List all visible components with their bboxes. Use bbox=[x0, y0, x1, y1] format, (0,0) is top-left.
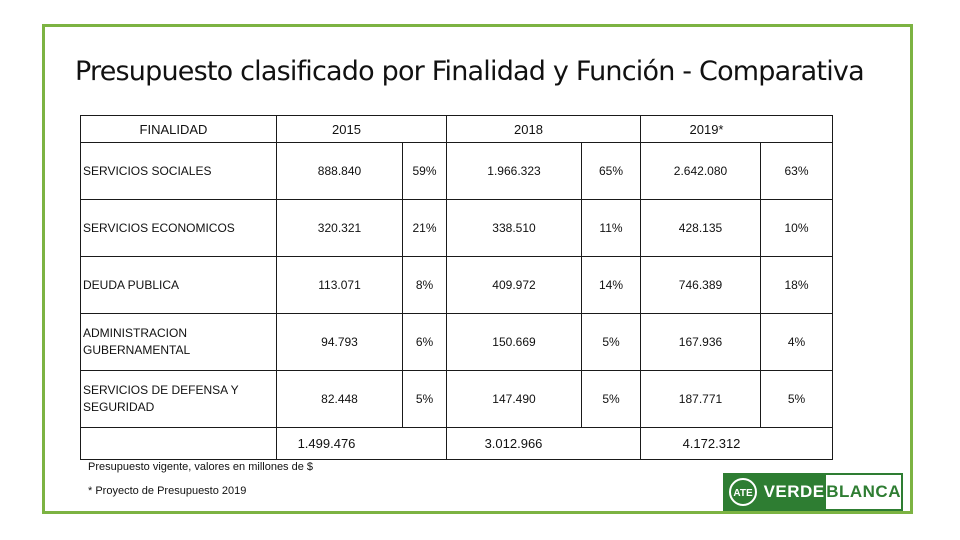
header-2018: 2018 bbox=[447, 116, 641, 143]
table-row bbox=[81, 371, 833, 428]
header-2019: 2019* bbox=[641, 116, 833, 143]
cell-2015-pct: 5% bbox=[403, 371, 447, 428]
cell-2019-value: 428.135 bbox=[641, 200, 761, 257]
cell-2015-value: 888.840 bbox=[277, 143, 403, 200]
footnote-units: Presupuesto vigente, valores en millones de $ bbox=[88, 461, 314, 473]
header-finalidad: FINALIDAD bbox=[81, 116, 277, 143]
total-2018: 3.012.966 bbox=[447, 428, 641, 460]
page-title: Presupuesto clasificado por Finalidad y Función - Comparativa bbox=[75, 56, 864, 87]
table-row bbox=[81, 143, 833, 200]
cell-finalidad: SERVICIOS SOCIALES bbox=[81, 143, 277, 200]
cell-2019-value: 187.771 bbox=[641, 371, 761, 428]
footnote-2019: * Proyecto de Presupuesto 2019 bbox=[88, 485, 247, 497]
header-2015: 2015 bbox=[277, 116, 447, 143]
cell-2015-pct: 59% bbox=[403, 143, 447, 200]
cell-2018-value: 1.966.323 bbox=[447, 143, 582, 200]
cell-2018-value: 147.490 bbox=[447, 371, 582, 428]
cell-2015-pct: 6% bbox=[403, 314, 447, 371]
logo-word-verde: VERDE bbox=[762, 475, 826, 509]
verde-blanca-logo bbox=[723, 473, 903, 511]
table-header-row bbox=[81, 116, 833, 143]
budget-table bbox=[80, 115, 833, 460]
cell-2018-pct: 14% bbox=[582, 257, 641, 314]
cell-2018-pct: 5% bbox=[582, 371, 641, 428]
cell-finalidad: DEUDA PUBLICA bbox=[81, 257, 277, 314]
cell-2015-value: 82.448 bbox=[277, 371, 403, 428]
cell-2019-value: 2.642.080 bbox=[641, 143, 761, 200]
cell-2019-pct: 4% bbox=[761, 314, 833, 371]
cell-finalidad: ADMINISTRACION GUBERNAMENTAL bbox=[81, 314, 277, 371]
ate-logo-icon bbox=[725, 475, 762, 509]
table-row bbox=[81, 200, 833, 257]
table-row bbox=[81, 257, 833, 314]
cell-finalidad: SERVICIOS DE DEFENSA Y SEGURIDAD bbox=[81, 371, 277, 428]
cell-2019-value: 167.936 bbox=[641, 314, 761, 371]
total-2015: 1.499.476 bbox=[277, 428, 447, 460]
cell-2015-pct: 21% bbox=[403, 200, 447, 257]
cell-2018-value: 338.510 bbox=[447, 200, 582, 257]
cell-2015-value: 94.793 bbox=[277, 314, 403, 371]
cell-2018-pct: 5% bbox=[582, 314, 641, 371]
cell-2019-pct: 63% bbox=[761, 143, 833, 200]
cell-2018-pct: 65% bbox=[582, 143, 641, 200]
cell-2015-pct: 8% bbox=[403, 257, 447, 314]
cell-2019-value: 746.389 bbox=[641, 257, 761, 314]
cell-2015-value: 320.321 bbox=[277, 200, 403, 257]
cell-finalidad: SERVICIOS ECONOMICOS bbox=[81, 200, 277, 257]
cell-2019-pct: 10% bbox=[761, 200, 833, 257]
table-row bbox=[81, 314, 833, 371]
total-2019: 4.172.312 bbox=[641, 428, 833, 460]
footnotes bbox=[88, 455, 313, 503]
cell-2018-value: 150.669 bbox=[447, 314, 582, 371]
logo-word-blanca: BLANCA bbox=[826, 482, 901, 501]
cell-2018-value: 409.972 bbox=[447, 257, 582, 314]
logo-mark-text: ATE bbox=[733, 488, 754, 499]
cell-2019-pct: 18% bbox=[761, 257, 833, 314]
cell-2019-pct: 5% bbox=[761, 371, 833, 428]
cell-2015-value: 113.071 bbox=[277, 257, 403, 314]
cell-2018-pct: 11% bbox=[582, 200, 641, 257]
